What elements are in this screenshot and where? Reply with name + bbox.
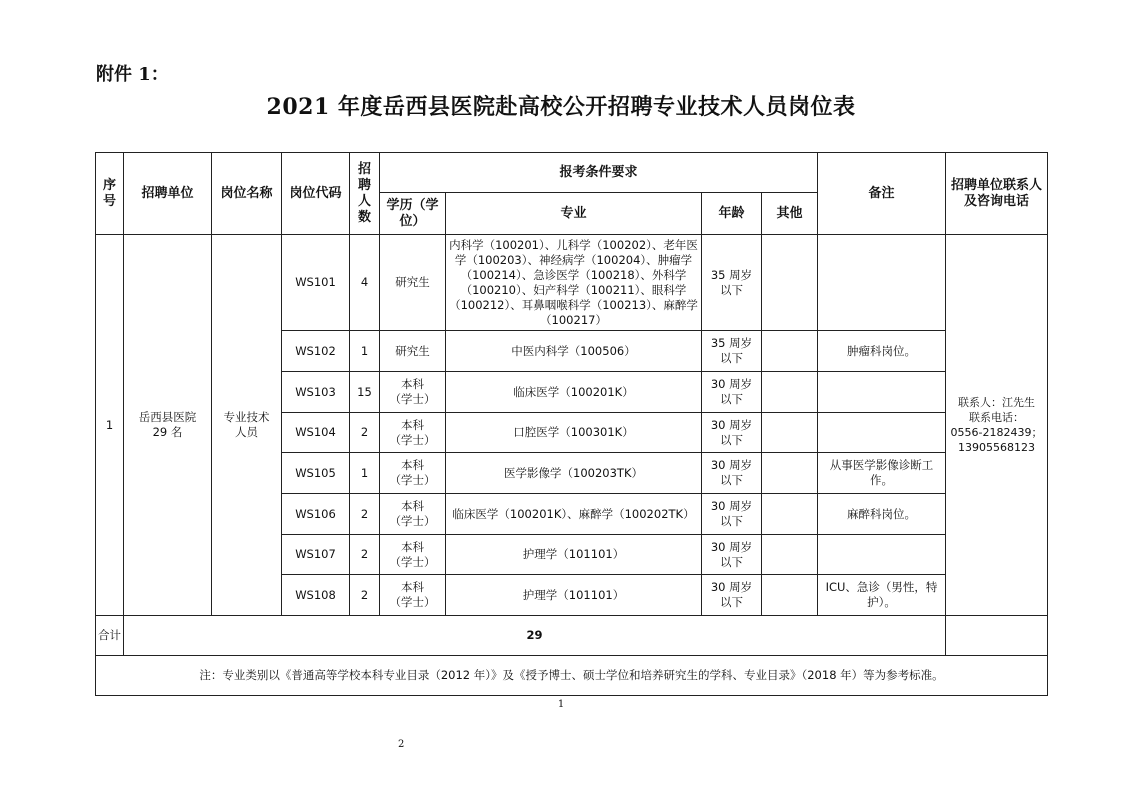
education-cell: 本科 （学士） [380,494,446,535]
other-cell [762,235,818,331]
post-name-cell: 专业技术 人员 [212,235,282,616]
remark-cell: 麻醉科岗位。 [818,494,946,535]
age-cell: 35 周岁 以下 [702,331,762,372]
age-cell: 35 周岁 以下 [702,235,762,331]
other-cell [762,331,818,372]
count-cell: 2 [350,535,380,575]
post-code-cell: WS103 [282,372,350,413]
major-cell: 内科学（100201）、儿科学（100202）、老年医学（100203）、神经病学（100204）、肿瘤学（100214）、急诊医学（100218）、外科学（100210）、妇产科学（100211）、眼科学（100212）、耳鼻咽喉科学（100213）、麻醉学（100217） [446,235,702,331]
major-cell: 护理学（101101） [446,535,702,575]
total-row [96,616,1048,656]
footnote-row [96,656,1048,696]
header-other: 其他 [762,193,818,235]
post-code-cell: WS101 [282,235,350,331]
header-unit: 招聘单位 [124,153,212,235]
table-row [96,235,1048,331]
major-cell: 中医内科学（100506） [446,331,702,372]
attachment-label: 附件 1： [96,64,169,85]
age-cell: 30 周岁 以下 [702,575,762,616]
major-cell: 护理学（101101） [446,575,702,616]
header-post-code: 岗位代码 [282,153,350,235]
education-cell: 本科 （学士） [380,575,446,616]
other-cell [762,453,818,494]
post-code-cell: WS104 [282,413,350,453]
unit-cell: 岳西县医院 29 名 [124,235,212,616]
footnote: 注：专业类别以《普通高等学校本科专业目录（2012 年）》及《授予博士、硕士学位和培养研究生的学科、专业目录》（2018 年）等为参考标准。 [96,656,1048,696]
header-post-name: 岗位名称 [212,153,282,235]
contact-cell: 联系人：江先生 联系电话： 0556-2182439； 13905568123 [946,235,1048,616]
age-cell: 30 周岁 以下 [702,372,762,413]
remark-cell [818,235,946,331]
remark-cell: 从事医学影像诊断工作。 [818,453,946,494]
total-empty [946,616,1048,656]
header-requirements: 报考条件要求 [380,153,818,193]
age-cell: 30 周岁 以下 [702,413,762,453]
post-code-cell: WS105 [282,453,350,494]
remark-cell [818,372,946,413]
header-age: 年龄 [702,193,762,235]
count-cell: 1 [350,331,380,372]
count-cell: 2 [350,413,380,453]
education-cell: 研究生 [380,331,446,372]
major-cell: 临床医学（100201K） [446,372,702,413]
recruitment-table [95,152,1048,696]
major-cell: 口腔医学（100301K） [446,413,702,453]
count-cell: 4 [350,235,380,331]
other-cell [762,494,818,535]
count-cell: 15 [350,372,380,413]
major-cell: 临床医学（100201K）、麻醉学（100202TK） [446,494,702,535]
post-code-cell: WS107 [282,535,350,575]
education-cell: 研究生 [380,235,446,331]
count-cell: 2 [350,494,380,535]
page-number-1: 1 [557,699,565,710]
education-cell: 本科 （学士） [380,413,446,453]
header-seq: 序号 [96,153,124,235]
count-cell: 1 [350,453,380,494]
page-title: 2021 年度岳西县医院赴高校公开招聘专业技术人员岗位表 [266,94,856,120]
header-remark: 备注 [818,153,946,235]
remark-cell: ICU、急诊（男性，特护）。 [818,575,946,616]
post-code-cell: WS106 [282,494,350,535]
age-cell: 30 周岁 以下 [702,453,762,494]
total-value: 29 [124,616,946,656]
seq-cell: 1 [96,235,124,616]
header-contact: 招聘单位联系人及咨询电话 [946,153,1048,235]
total-label: 合计 [96,616,124,656]
education-cell: 本科 （学士） [380,535,446,575]
other-cell [762,535,818,575]
remark-cell [818,535,946,575]
post-code-cell: WS102 [282,331,350,372]
page-number-2: 2 [398,739,405,750]
header-major: 专业 [446,193,702,235]
other-cell [762,413,818,453]
other-cell [762,372,818,413]
post-code-cell: WS108 [282,575,350,616]
education-cell: 本科 （学士） [380,372,446,413]
age-cell: 30 周岁 以下 [702,535,762,575]
age-cell: 30 周岁 以下 [702,494,762,535]
remark-cell: 肿瘤科岗位。 [818,331,946,372]
other-cell [762,575,818,616]
major-cell: 医学影像学（100203TK） [446,453,702,494]
header-education: 学历（学位） [380,193,446,235]
count-cell: 2 [350,575,380,616]
header-count: 招聘人数 [350,153,380,235]
education-cell: 本科 （学士） [380,453,446,494]
remark-cell [818,413,946,453]
